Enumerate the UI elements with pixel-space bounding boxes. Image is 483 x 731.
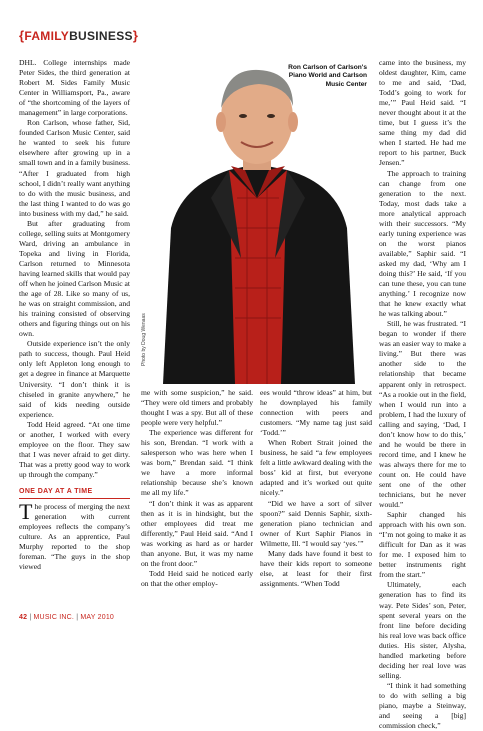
paragraph: “Did we have a sort of silver spoon?” said Dennis Saphir, sixth-generation piano technician and owner of Kurt Saphir Pianos in Wilmette, Ill. “I would say ‘yes.’” — [260, 498, 372, 548]
paragraph: Todd Heid said he noticed early on that the other employ- — [141, 568, 253, 588]
section-header — [19, 28, 138, 43]
footer-separator: | — [76, 614, 79, 621]
article-column-1 — [19, 58, 130, 572]
portrait-photo — [141, 58, 373, 384]
paragraph: me with some suspicion,” he said. “They were old timers and probably thought I was a spy. But all of these people were very helpful.” — [141, 388, 253, 428]
paragraph: “I don’t think it was as apparent then as it is in hindsight, but the other employees did treat me differently,” Paul Heid said. “And I was working as hard as or harder than anyone. But, it was my name on the front door.” — [141, 498, 253, 568]
article-column-4 — [379, 58, 466, 731]
paragraph: But after graduating from college, selling suits at Montgomery Ward, driving an ambulance in Topeka and living in Florida, Carlson returned to Minnesota having learned skills that would pay off when he joined Carlson Music at the age of 28. Like so many of us, he was on straight commission, and his training consisted of observing others and figuring things out on his own. — [19, 218, 130, 339]
photo-caption: Ron Carlson of Carlson's Piano World and Carlson Music Center — [288, 64, 367, 88]
drop-cap: T — [19, 499, 33, 525]
paragraph: Saphir changed his approach with his own son. “I’m not going to make it as difficult for Dan as it was for me. I exposed him to better instruments right from the start.” — [379, 510, 466, 580]
header-brace-close: } — [132, 28, 139, 43]
paragraph: Still, he was frustrated. “I began to wonder if there was an easier way to make a living.” But there was another side to the relationship that became apparent only in retrospect. “As a rookie out in the field, when I would run into a problem, I had the luxury of calling and saying, ‘Dad, I don’t know how to do this,’ and he would be there in record time, and I knew he was always there for me to count on. He could have sent one of the other technicians, but he never would.” — [379, 319, 466, 510]
paragraph: DHL. College internships made Peter Sides, the third generation at Robert M. Sides Family Music Center in Williamsport, Pa., aware of “the shortcoming of the layers of management” in large corporations. — [19, 58, 130, 118]
footer-separator: | — [29, 614, 32, 621]
paragraph: Ron Carlson, whose father, Sid, founded Carlson Music Center, said he wanted to seek his future elsewhere after growing up in a small town and in a family business. “After I graduated from high school, I didn’t really want anything to do with the music business, and the last thing I wanted to do was go into business with my dad,” he said. — [19, 118, 130, 218]
header-business: BUSINESS — [69, 29, 133, 43]
paragraph: Todd Heid agreed. “At one time or another, I worked with every employee on the floor. They saw that I was never afraid to get dirty. That was a pretty good way to work up through the company.” — [19, 419, 130, 479]
paragraph-dropcap — [19, 499, 130, 572]
publication-name: MUSIC INC. — [33, 614, 75, 621]
paragraph: Many dads have found it best to have their kids report to someone else, at least for their first assignments. “When Todd — [260, 548, 372, 588]
subhead-one-day-at-a-time: ONE DAY AT A TIME — [19, 487, 130, 499]
paragraph: Ultimately, each generation has to find its way. Pete Sides’ son, Peter, spent several years on the front line before deciding his real love was back office duties. His sister, Alysha, handled marketing before deciding her real love was selling. — [379, 580, 466, 680]
page-number: 42 — [19, 614, 28, 621]
paragraph-text: he process of merging the next generation with current employees reflects the company’s culture. As an apprentice, Paul Murphy reported to the shop foreman. “The guys in the shop viewed — [19, 502, 130, 572]
header-family: FAMILY — [24, 29, 70, 43]
photo-credit: Photo by Doug Wenaas — [141, 313, 147, 366]
article-column-3 — [260, 388, 372, 589]
paragraph: ees would “throw ideas” at him, but he downplayed his family connection with peers and customers. “My name tag just said ‘Todd.’” — [260, 388, 372, 438]
issue-date: MAY 2010 — [80, 614, 115, 621]
page-footer — [19, 614, 114, 621]
paragraph: The experience was different for his son, Brendan. “I work with a salesperson who was here when I was born,” Brendan said. “I think we have a more informal relationship because she’s known me all my life.” — [141, 428, 253, 498]
paragraph: Outside experience isn’t the only path to success, though. Paul Heid only left Appleton long enough to get a degree in finance at Marquette University. “I don’t think it is chiseled in granite anywhere,” he said of kids needing outside experience. — [19, 339, 130, 419]
portrait-illustration — [141, 58, 373, 384]
paragraph: When Robert Strait joined the business, he said “a few employees felt a little awkward dealing with the boss’ kid at first, but everyone adapted and it’s worked out quite nicely.” — [260, 438, 372, 498]
article-column-2 — [141, 388, 253, 589]
paragraph: came into the business, my oldest daughter, Kim, came to me and said, ‘Dad, Todd’s going to work for me,’” Paul Heid said. “I never thought about it at the time, but I guess it’s the same thing my dad did when I started. He had me report to his partner, Buck Jensen.” — [379, 58, 466, 168]
header-brace-open: { — [19, 28, 25, 43]
paragraph: The approach to training can change from one generation to the next. Today, most dads take a more analytical approach with their successors. “My early tuning experience was on the worst pianos available,” Saphir said. “I asked my dad, ‘Why am I doing this?’ He said, ‘If you can tune these, you can tune anything.’ I recognize now that he knew exactly what he was talking about.” — [379, 168, 466, 319]
paragraph: “I think it had something to do with selling a big piano, maybe a Steinway, and seeing a [big] commission check,” — [379, 680, 466, 731]
